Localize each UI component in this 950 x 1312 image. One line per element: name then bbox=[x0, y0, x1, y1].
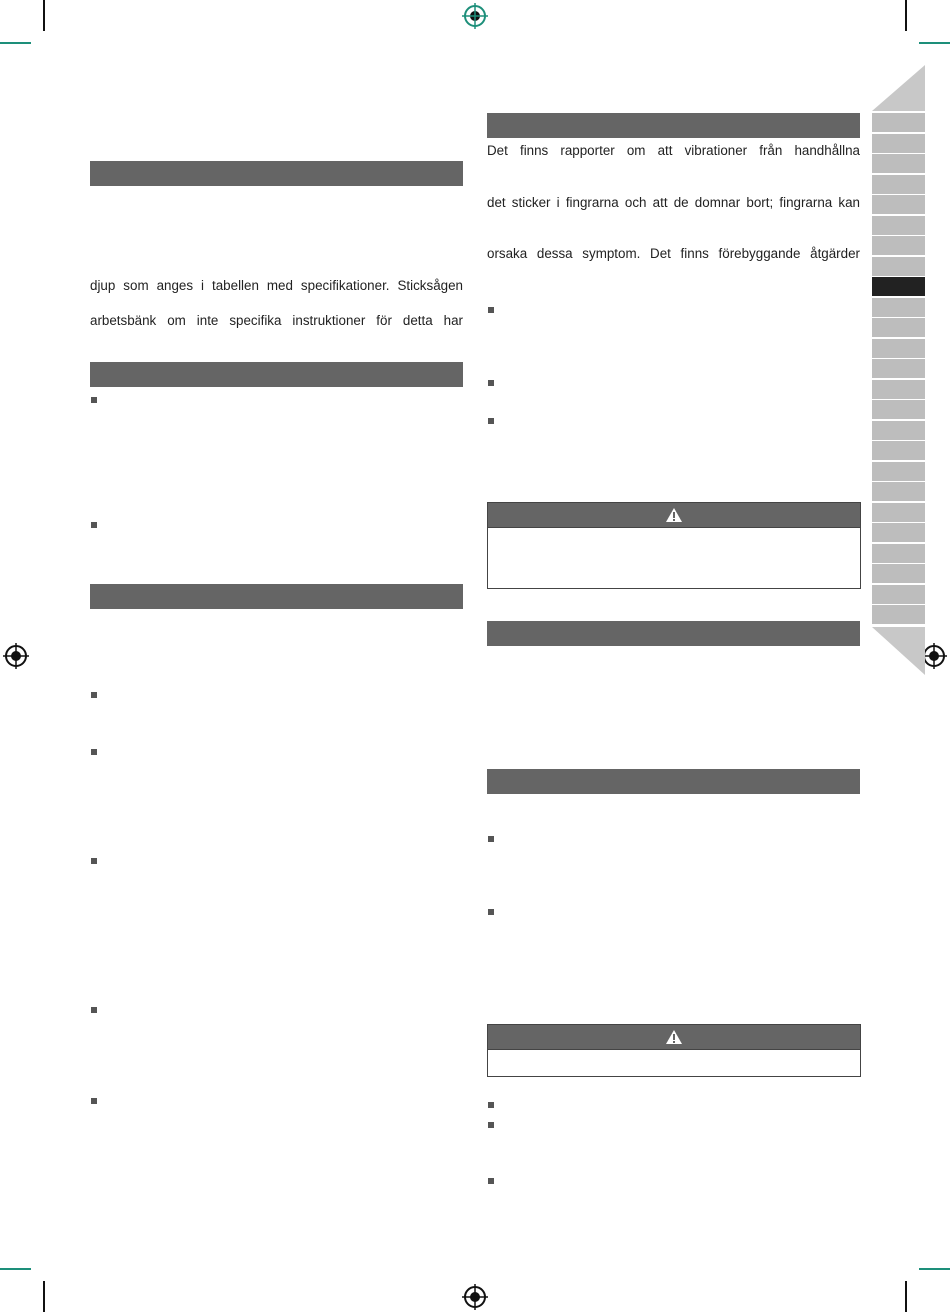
side-tab[interactable] bbox=[872, 585, 925, 604]
section-header-bar bbox=[90, 362, 463, 387]
registration-mark-icon bbox=[462, 1284, 488, 1310]
registration-mark-icon bbox=[3, 643, 29, 669]
square-bullet-icon bbox=[91, 749, 97, 755]
side-tab[interactable] bbox=[872, 523, 925, 542]
crop-mark-bottom-left-vertical bbox=[43, 1281, 45, 1312]
square-bullet-icon bbox=[488, 909, 494, 915]
side-tab[interactable] bbox=[872, 154, 925, 173]
section-header-bar bbox=[90, 161, 463, 186]
section-header-bar bbox=[90, 584, 463, 609]
side-tab[interactable] bbox=[872, 236, 925, 255]
side-tab[interactable] bbox=[872, 195, 925, 214]
side-tab-top-chevron bbox=[872, 65, 925, 111]
paragraph-line: orsaka dessa symptom. Det finns förebyggande åtgärder bbox=[487, 246, 860, 261]
side-tab[interactable] bbox=[872, 339, 925, 358]
side-tab[interactable] bbox=[872, 134, 925, 153]
crop-mark-top-left bbox=[0, 42, 31, 44]
paragraph-line: djup som anges i tabellen med specifikationer. Sticksågen bbox=[90, 278, 463, 293]
crop-mark-bottom-right bbox=[919, 1268, 950, 1270]
square-bullet-icon bbox=[488, 836, 494, 842]
warning-box bbox=[487, 1024, 861, 1077]
square-bullet-icon bbox=[488, 1122, 494, 1128]
square-bullet-icon bbox=[91, 397, 97, 403]
side-tab[interactable] bbox=[872, 216, 925, 235]
side-tab[interactable] bbox=[872, 113, 925, 132]
paragraph-line: arbetsbänk om inte specifika instruktioner för detta har bbox=[90, 313, 463, 328]
paragraph-line: det sticker i fingrarna och att de domnar bort; fingrarna kan bbox=[487, 195, 860, 210]
side-tab[interactable] bbox=[872, 257, 925, 276]
section-header-bar bbox=[487, 621, 860, 646]
side-tab[interactable] bbox=[872, 482, 925, 501]
square-bullet-icon bbox=[91, 692, 97, 698]
square-bullet-icon bbox=[91, 1007, 97, 1013]
crop-mark-top-right bbox=[919, 42, 950, 44]
square-bullet-icon bbox=[488, 1178, 494, 1184]
crop-mark-top-right-vertical bbox=[905, 0, 907, 31]
square-bullet-icon bbox=[91, 858, 97, 864]
side-tab[interactable] bbox=[872, 564, 925, 583]
crop-mark-bottom-right-vertical bbox=[905, 1281, 907, 1312]
square-bullet-icon bbox=[488, 418, 494, 424]
side-tab[interactable] bbox=[872, 605, 925, 624]
crop-mark-top-left-vertical bbox=[43, 0, 45, 31]
square-bullet-icon bbox=[488, 1102, 494, 1108]
side-tab[interactable] bbox=[872, 318, 925, 337]
side-tab[interactable] bbox=[872, 380, 925, 399]
paragraph-line: Det finns rapporter om att vibrationer från handhållna bbox=[487, 143, 860, 158]
warning-box-header bbox=[488, 503, 860, 528]
square-bullet-icon bbox=[91, 1098, 97, 1104]
section-header-bar bbox=[487, 113, 860, 138]
registration-mark-icon bbox=[462, 3, 488, 29]
side-tab[interactable] bbox=[872, 421, 925, 440]
side-tab[interactable] bbox=[872, 400, 925, 419]
square-bullet-icon bbox=[488, 307, 494, 313]
warning-triangle-icon bbox=[665, 507, 683, 523]
crop-mark-bottom-left bbox=[0, 1268, 31, 1270]
warning-box-header bbox=[488, 1025, 860, 1050]
side-tab[interactable] bbox=[872, 441, 925, 460]
side-tab[interactable] bbox=[872, 544, 925, 563]
side-tab-active[interactable] bbox=[872, 277, 925, 296]
side-tab[interactable] bbox=[872, 359, 925, 378]
side-tab-bottom-chevron bbox=[872, 627, 925, 675]
warning-triangle-icon bbox=[665, 1029, 683, 1045]
square-bullet-icon bbox=[488, 380, 494, 386]
square-bullet-icon bbox=[91, 522, 97, 528]
side-tab[interactable] bbox=[872, 462, 925, 481]
section-header-bar bbox=[487, 769, 860, 794]
side-tab[interactable] bbox=[872, 298, 925, 317]
side-tab[interactable] bbox=[872, 175, 925, 194]
warning-box bbox=[487, 502, 861, 589]
side-tab[interactable] bbox=[872, 503, 925, 522]
